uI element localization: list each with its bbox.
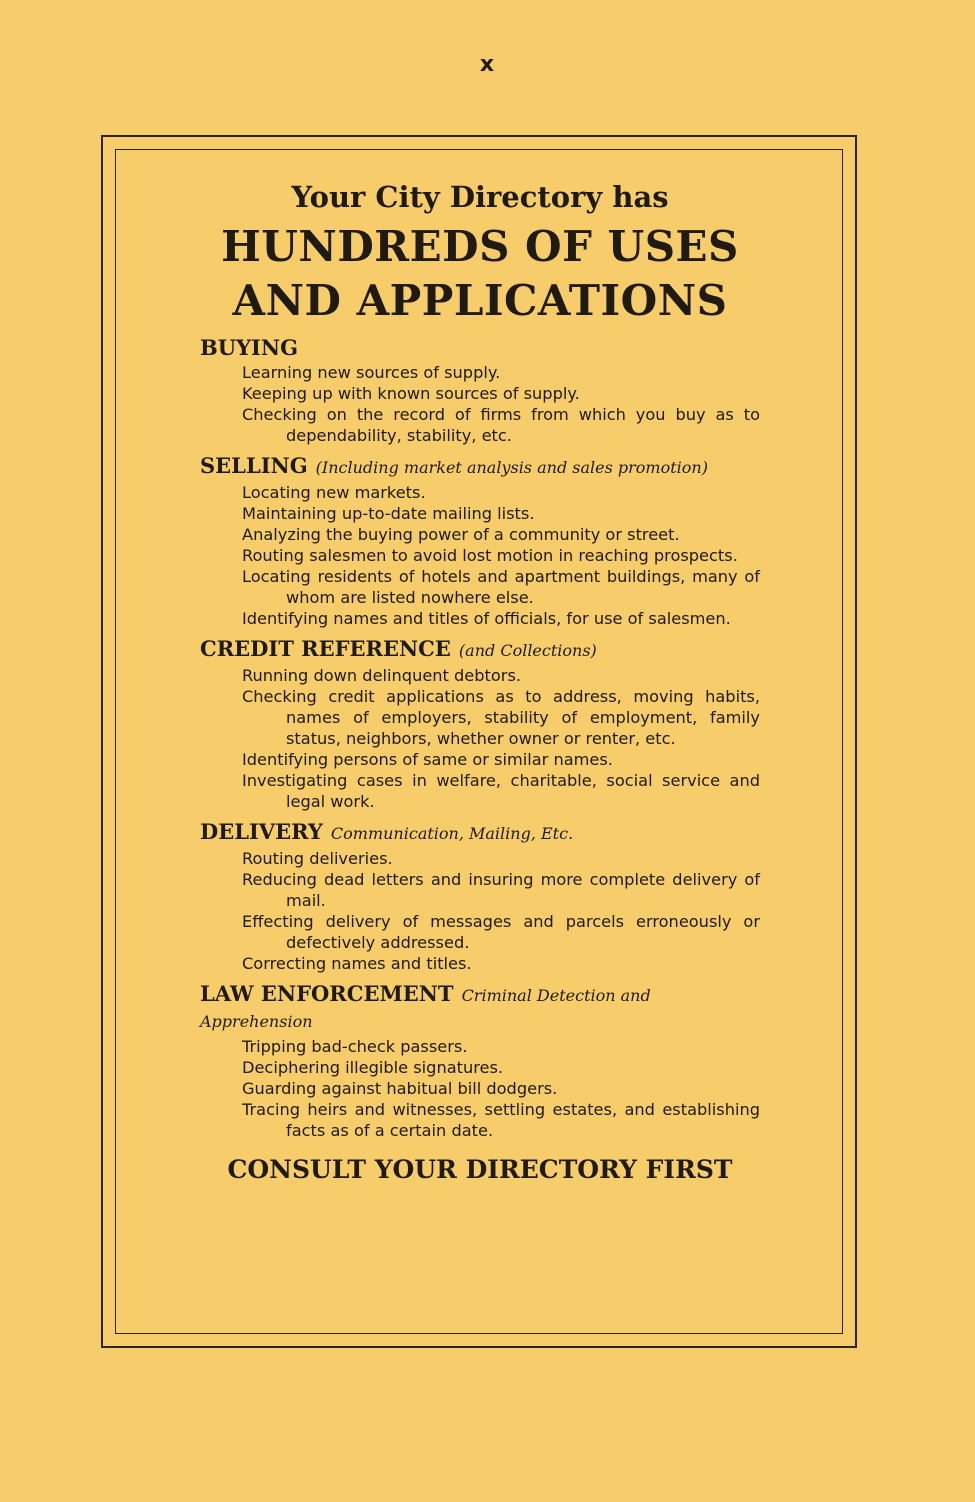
section-subtitle: (Including market analysis and sales promotion)	[315, 458, 708, 477]
section-delivery	[200, 820, 760, 974]
list-item: Identifying persons of same or similar names.	[242, 750, 613, 769]
section-subtitle: Communication, Mailing, Etc.	[330, 824, 574, 843]
list-item: Guarding against habitual bill dodgers.	[242, 1079, 558, 1098]
section-heading	[200, 820, 760, 846]
list-item: Investigating cases in welfare, charitable, social service and legal work.	[242, 771, 760, 811]
sections-list	[200, 336, 760, 1141]
list-item: Keeping up with known sources of supply.	[242, 384, 580, 403]
list-item: Running down delinquent debtors.	[242, 666, 522, 685]
section-heading	[200, 336, 760, 360]
list-item: Tracing heirs and witnesses, settling estates, and establishing facts as of a certain date.	[242, 1100, 760, 1140]
footer-slogan: CONSULT YOUR DIRECTORY FIRST	[227, 1155, 733, 1184]
section-items	[242, 482, 760, 629]
section-title: BUYING	[200, 335, 299, 360]
list-item: Checking credit applications as to address, moving habits, names of employers, stability of employment, family status, neighbors, whether owner or renter, etc.	[242, 687, 760, 748]
list-item: Locating residents of hotels and apartment buildings, many of whom are listed nowhere else.	[242, 567, 760, 607]
section-heading	[200, 637, 760, 663]
section-items	[242, 848, 760, 974]
list-item: Maintaining up-to-date mailing lists.	[242, 504, 535, 523]
intro-line: Your City Directory has	[291, 180, 669, 214]
list-item: Correcting names and titles.	[242, 954, 472, 973]
section-items	[242, 362, 760, 446]
list-item: Reducing dead letters and insuring more complete delivery of mail.	[242, 870, 760, 910]
section-items	[242, 1036, 760, 1141]
page-number: x	[479, 52, 496, 77]
section-items	[242, 665, 760, 812]
section-title: CREDIT REFERENCE	[200, 636, 451, 661]
list-item: Routing salesmen to avoid lost motion in reaching prospects.	[242, 546, 738, 565]
headline-line-1: HUNDREDS OF USES	[221, 222, 739, 271]
list-item: Locating new markets.	[242, 483, 426, 502]
list-item: Deciphering illegible signatures.	[242, 1058, 504, 1077]
list-item: Tripping bad-check passers.	[242, 1037, 468, 1056]
list-item: Learning new sources of supply.	[242, 363, 501, 382]
list-item: Identifying names and titles of officials, for use of salesmen.	[242, 609, 731, 628]
list-item: Effecting delivery of messages and parcels erroneously or defectively addressed.	[242, 912, 760, 952]
section-title: DELIVERY	[200, 819, 323, 844]
section-credit-reference	[200, 637, 760, 812]
section-heading	[200, 982, 760, 1034]
headline-line-2: AND APPLICATIONS	[232, 276, 728, 325]
section-subtitle: (and Collections)	[458, 641, 597, 660]
section-title: LAW ENFORCEMENT	[200, 981, 454, 1006]
section-buying	[200, 336, 760, 446]
section-subtitle: Criminal Detection and Apprehension	[200, 986, 651, 1031]
section-heading	[200, 454, 760, 480]
section-law-enforcement	[200, 982, 760, 1141]
list-item: Routing deliveries.	[242, 849, 393, 868]
section-title: SELLING	[200, 453, 308, 478]
list-item: Checking on the record of firms from which you buy as to dependability, stability, etc.	[242, 405, 760, 445]
advertisement-body	[200, 180, 760, 1184]
section-selling	[200, 454, 760, 629]
list-item: Analyzing the buying power of a community or street.	[242, 525, 680, 544]
